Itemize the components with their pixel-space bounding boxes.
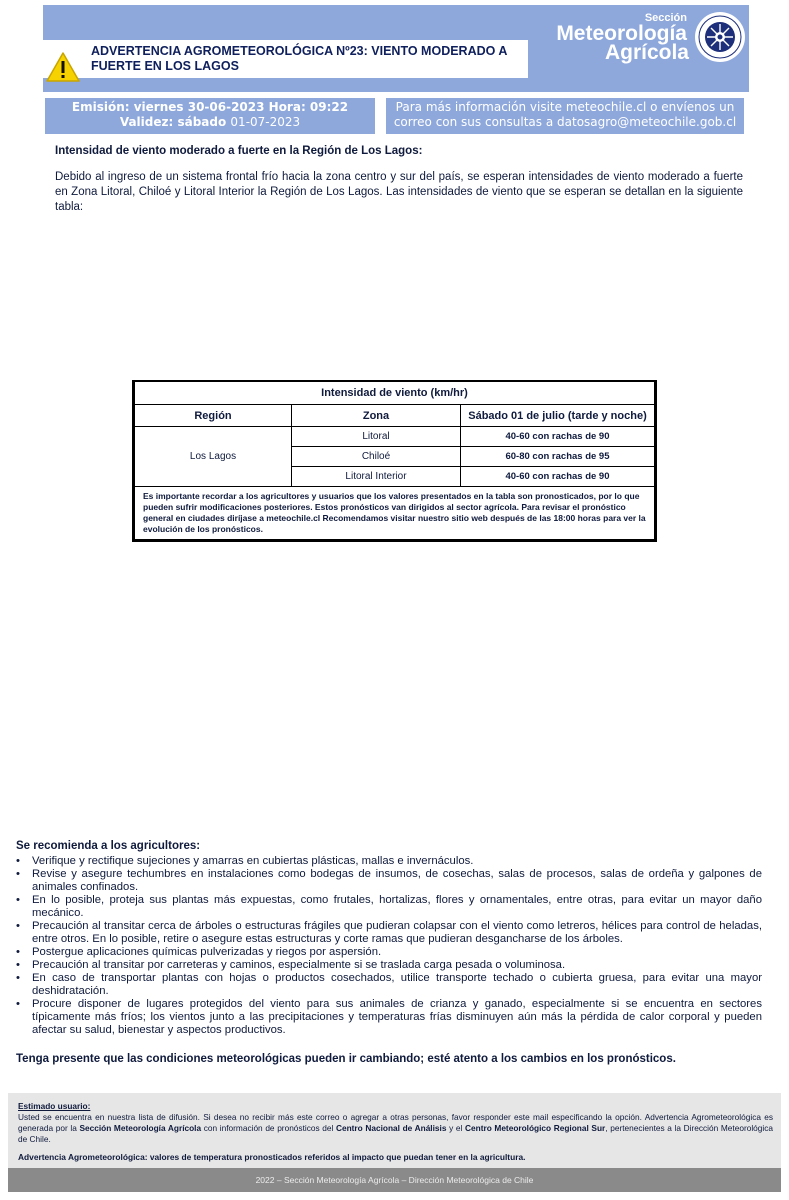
- footer-definition: [18, 1152, 525, 1162]
- col-header-region: Región: [135, 405, 292, 427]
- intro-paragraph: Debido al ingreso de un sistema frontal frío hacia la zona centro y sur del país, se esperan intensidades de viento moderado a fuerte en Zona Litoral, Chiloé y Litoral Interior la Región de Los Lagos. Las intensidades de viento que se esperan se detallan en la siguiente tabla:: [55, 171, 743, 213]
- page-title: ADVERTENCIA AGROMETEOROLÓGICA Nº23: VIENTO MODERADO A FUERTE EN LOS LAGOS: [91, 44, 507, 73]
- header-band: [43, 5, 749, 92]
- list-item: • Verifique y rectifique sujeciones y amarras en cubiertas plásticas, mallas e invernáculos.: [16, 855, 762, 868]
- footer-title: Estimado usuario:: [18, 1101, 91, 1111]
- footer-p4: , pertenecientes a la Dirección Meteorológica de Chile.: [18, 1123, 774, 1144]
- wind-table: [132, 380, 657, 542]
- footer-p3: y el: [449, 1123, 463, 1133]
- list-item: • En lo posible, proteja sus plantas más expuestas, como frutales, hortalizas, flores y ornamentales, entre otras, para evitar un mayor daño mecánico.: [16, 894, 762, 920]
- brand-line1: Meteorología: [556, 22, 687, 45]
- warning-triangle-icon: [46, 52, 80, 82]
- footer-text: [18, 1101, 773, 1145]
- table-row: [135, 427, 655, 447]
- emission-label: Emisión:: [71, 100, 130, 114]
- recommendations-list: [16, 855, 762, 1037]
- region-cell: Los Lagos: [135, 427, 292, 487]
- brand: [556, 12, 687, 62]
- brand-section: Sección: [644, 12, 687, 24]
- footer: [8, 1093, 781, 1192]
- validity-label: Validez: sábado: [119, 115, 227, 129]
- contact-line1: Para más información visite meteochile.cl o envíenos un: [395, 100, 735, 114]
- contact-line2: correo con sus consultas a datosagro@meteochile.gob.cl: [393, 115, 737, 129]
- section-title: Intensidad de viento moderado a fuerte en la Región de Los Lagos:: [55, 145, 423, 157]
- list-item: • Revise y asegure techumbres en instalaciones como bodegas de insumos, de cosechas, salas de procesos, salas de ordeña y galpones de animales confinados.: [16, 868, 762, 894]
- list-item: • Postergue aplicaciones químicas pulverizadas y riegos por aspersión.: [16, 946, 762, 959]
- emission-value: viernes 30-06-2023 Hora: 09:22: [133, 100, 349, 114]
- value-cell: 40-60 con rachas de 90: [461, 467, 655, 487]
- contact-bar: [386, 98, 744, 134]
- table-title: Intensidad de viento (km/hr): [135, 382, 655, 405]
- title-box: [43, 40, 528, 78]
- footer-org2: Centro Nacional de Análisis: [336, 1123, 447, 1133]
- footer-p2: con información de pronósticos del: [203, 1123, 334, 1133]
- zona-cell: Litoral Interior: [292, 467, 461, 487]
- closing-note: Tenga presente que las condiciones meteorológicas pueden ir cambiando; esté atento a los cambios en los pronósticos.: [16, 1053, 676, 1065]
- table-note: Es importante recordar a los agricultores y usuarios que los valores presentados en la tabla son pronosticados, por lo que pueden sufrir modificaciones posteriores. Estos pronósticos van dirigidos al sector agrícola. Para revisar el pronóstico general en ciudades diríjase a meteochile.cl Recomendamos visitar nuestro sitio web después de las 18:00 horas para ver la evolución de los pronósticos.: [135, 487, 655, 540]
- list-item: • Precaución al transitar cerca de árboles o estructuras frágiles que pudieran colapsar con el viento como letreros, hélices para control de heladas, entre otros. En lo posible, retire o asegure estas estructuras y corte ramas que pudieran desgancharse de los árboles.: [16, 920, 762, 946]
- value-cell: 40-60 con rachas de 90: [461, 427, 655, 447]
- footer-p1: Usted se encuentra en nuestra lista de difusión. Si desea no recibir más este correo o agregar a otras personas, favor responder este mail especificando la opción. Advertencia Agrometeorológica es generada por la: [18, 1112, 773, 1133]
- col-header-forecast: Sábado 01 de julio (tarde y noche): [461, 405, 655, 427]
- recommendations-title: Se recomienda a los agricultores:: [16, 840, 201, 852]
- validity-value: 01-07-2023: [230, 115, 301, 129]
- brand-line2: Agrícola: [604, 41, 689, 64]
- zona-cell: Chiloé: [292, 447, 461, 467]
- meteo-chile-logo: [694, 11, 746, 63]
- zona-cell: Litoral: [292, 427, 461, 447]
- list-item: • En caso de transportar plantas con hojas o productos cosechados, utilice transporte techado o cubierta gruesa, para evitar una mayor deshidratación.: [16, 972, 762, 998]
- col-header-zona: Zona: [292, 405, 461, 427]
- definition-text: Advertencia Agrometeorológica: valores de temperatura pronosticados referidos al impacto que puedan tener en la agricultura.: [18, 1152, 526, 1162]
- footer-org3: Centro Meteorológico Regional Sur: [465, 1123, 606, 1133]
- list-item: • Procure disponer de lugares protegidos del viento para sus animales de crianza y ganado, especialmente si se encuentra en sectores típicamente más fríos; los vientos junto a las precipitaciones y temperaturas frías disminuyen aún más la pérdida de calor corporal y pueden afectar su salud, bienestar y aspectos productivos.: [16, 998, 762, 1037]
- emission-bar: [45, 98, 375, 134]
- list-item: • Precaución al transitar por carreteras y caminos, especialmente si se traslada carga pesada o voluminosa.: [16, 959, 762, 972]
- copyright: 2022 – Sección Meteorología Agrícola – Dirección Meteorológica de Chile: [8, 1168, 781, 1192]
- footer-org1: Sección Meteorología Agrícola: [79, 1123, 202, 1133]
- value-cell: 60-80 con rachas de 95: [461, 447, 655, 467]
